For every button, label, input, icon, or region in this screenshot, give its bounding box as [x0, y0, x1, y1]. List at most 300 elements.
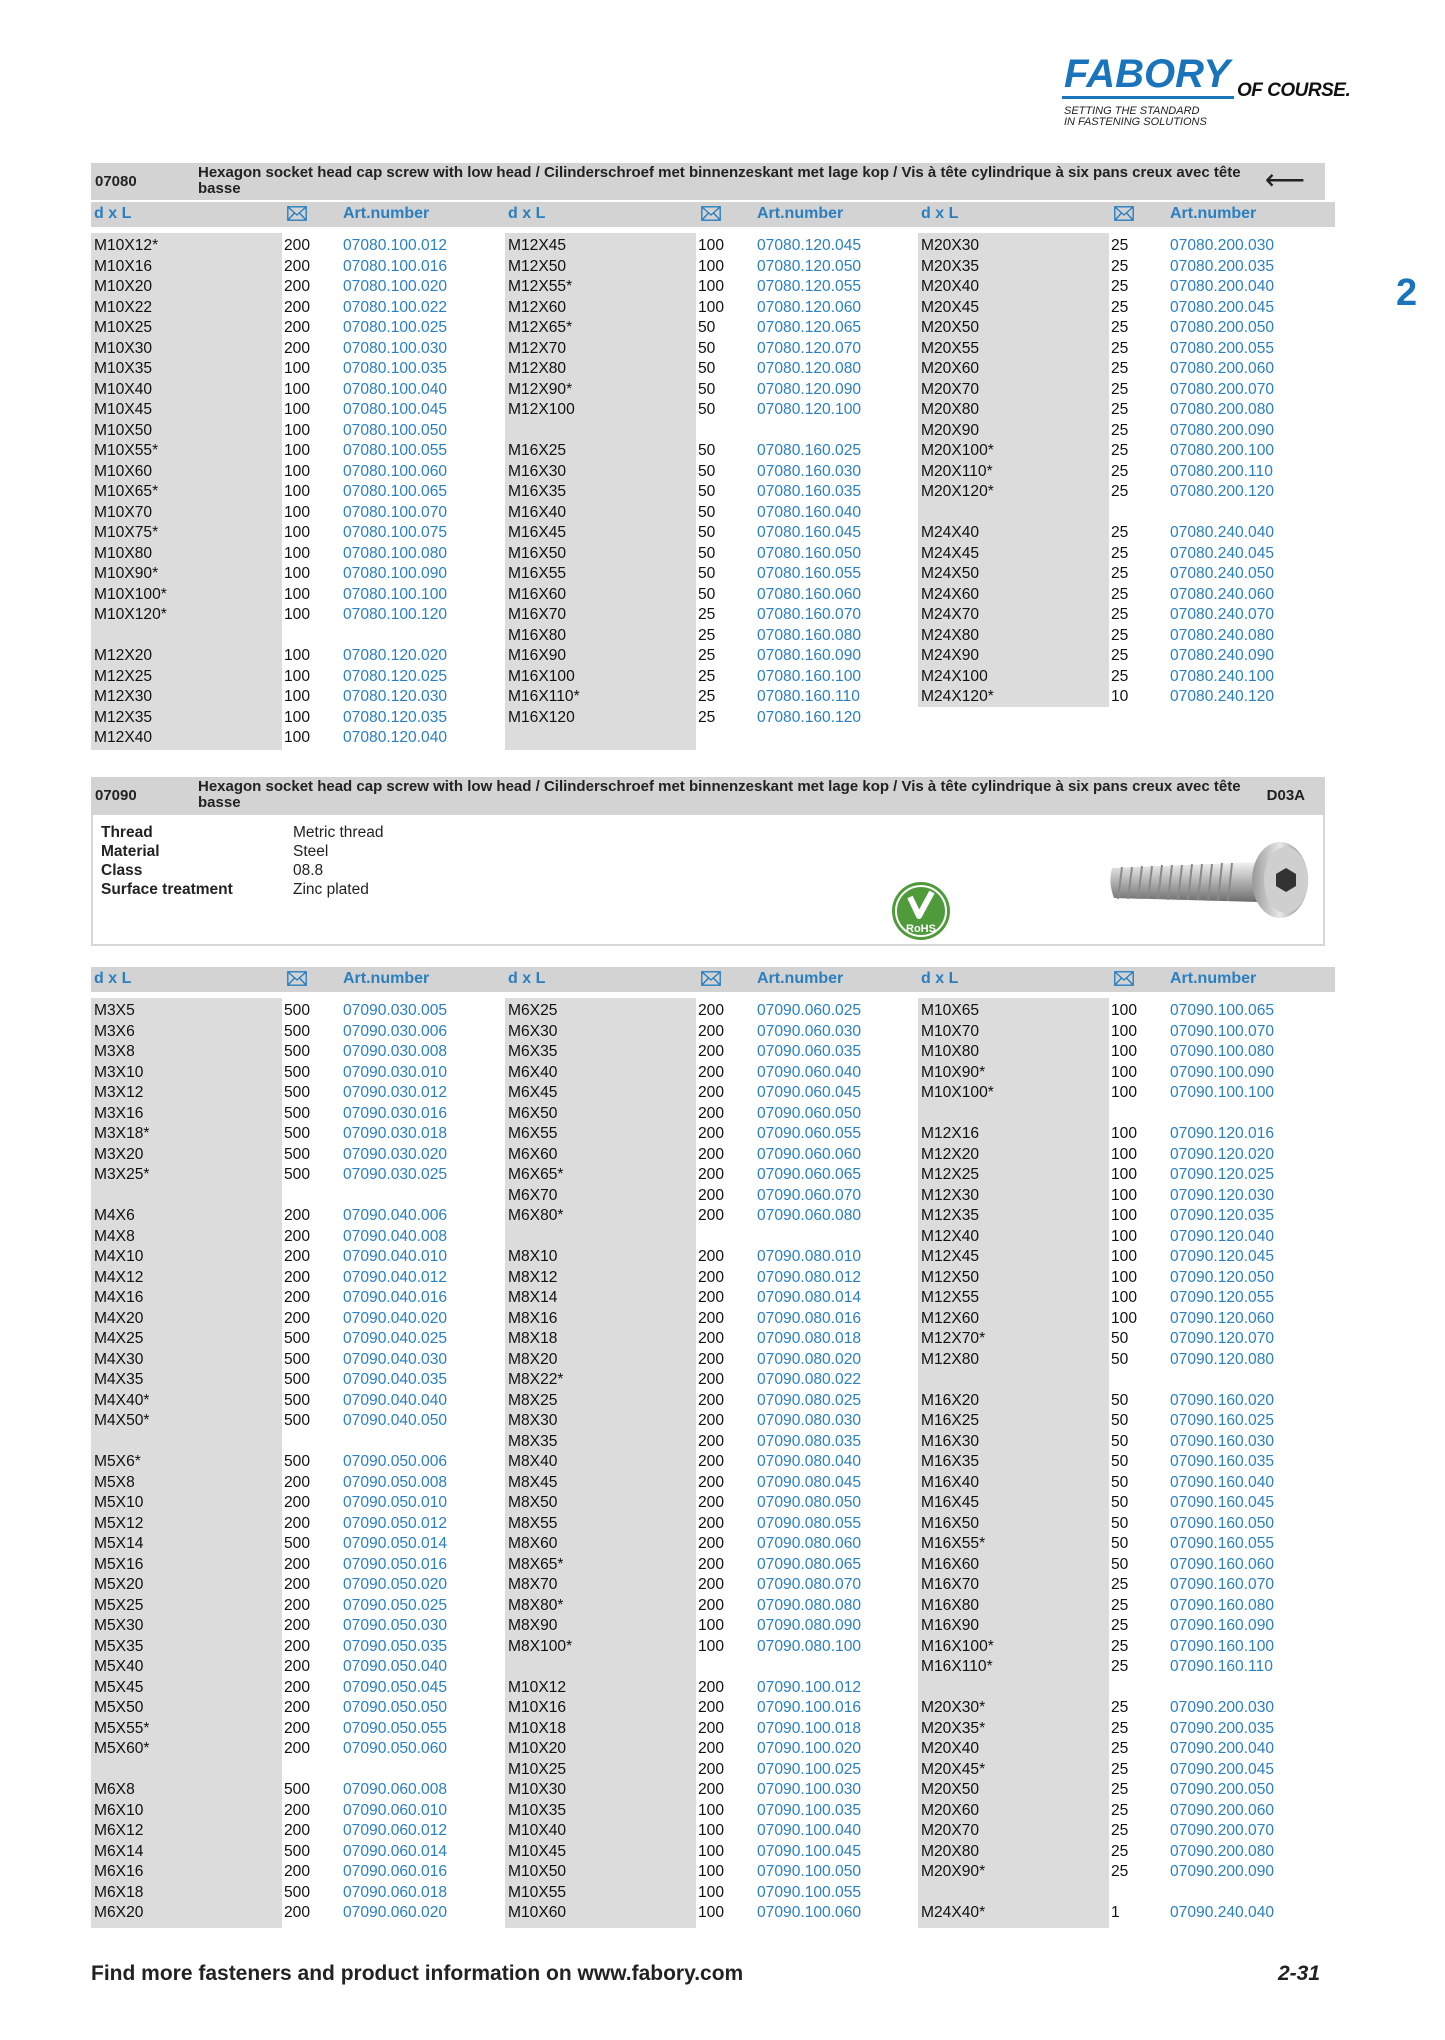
article-number-link[interactable]: 07090.030.018 [343, 1125, 448, 1142]
article-number-link[interactable]: 07090.060.050 [757, 1104, 862, 1122]
article-number-link[interactable]: 07090.080.065 [757, 1555, 862, 1573]
article-number-link[interactable]: 07090.050.006 [343, 1453, 448, 1470]
article-number-link[interactable]: 07080.100.120 [343, 606, 448, 623]
article-number-link[interactable]: 07090.050.050 [343, 1699, 448, 1716]
dimension-cell: M6X55 [508, 1125, 558, 1142]
article-number-link[interactable]: 07090.060.045 [757, 1084, 862, 1101]
article-number-link[interactable]: 07080.240.070 [1170, 606, 1275, 623]
dimension-cell: M16X110* [921, 1658, 993, 1675]
table-row [505, 1001, 915, 1022]
header-art-number: Art.number [343, 970, 430, 987]
quantity-cell: 25 [1111, 442, 1129, 459]
dimension-cell: M24X45 [921, 544, 980, 562]
article-number-link[interactable]: 07080.100.065 [343, 483, 448, 500]
article-number-link[interactable]: 07090.120.035 [1170, 1207, 1275, 1224]
dimension-cell: M16X120 [508, 708, 575, 726]
dimension-cell: M12X30 [94, 688, 153, 705]
article-number-link[interactable]: 07080.200.070 [1170, 380, 1275, 398]
article-number-link[interactable]: 07090.080.025 [757, 1391, 862, 1409]
article-number-link[interactable]: 07080.120.090 [757, 380, 862, 398]
prop-material-value: Steel [293, 843, 329, 860]
article-number-link[interactable]: 07080.160.120 [757, 708, 862, 726]
dimension-cell: M10X90* [921, 1063, 986, 1081]
article-number-link[interactable]: 07090.050.025 [343, 1596, 448, 1614]
article-number-link[interactable]: 07090.030.005 [343, 1002, 448, 1019]
article-number-link[interactable]: 07090.060.008 [343, 1781, 448, 1798]
article-number-link[interactable]: 07090.120.070 [1170, 1330, 1275, 1347]
article-number-link[interactable]: 07090.200.060 [1170, 1801, 1275, 1819]
article-number-link[interactable]: 07080.100.020 [343, 278, 448, 295]
article-number-link[interactable]: 07090.200.030 [1170, 1699, 1275, 1716]
article-number-link[interactable]: 07090.200.080 [1170, 1842, 1275, 1860]
quantity-cell: 200 [284, 1207, 311, 1224]
article-number-link[interactable]: 07090.080.016 [757, 1309, 862, 1327]
article-number-link[interactable]: 07080.120.020 [343, 647, 448, 664]
table-row [91, 1842, 501, 1863]
dimension-cell: M12X35 [921, 1207, 980, 1224]
dimension-cell: M12X70* [921, 1330, 986, 1347]
article-number-link[interactable]: 07090.040.035 [343, 1371, 448, 1388]
article-number-link[interactable]: 07090.040.025 [343, 1330, 448, 1347]
article-number-link[interactable]: 07080.240.050 [1170, 565, 1275, 582]
article-number-link[interactable]: 07080.200.030 [1170, 237, 1275, 254]
article-number-link[interactable]: 07080.240.040 [1170, 524, 1275, 541]
article-number-link[interactable]: 07090.060.060 [757, 1145, 862, 1163]
packaging-quantity-icon [1114, 206, 1134, 221]
article-number-link[interactable]: 07090.160.100 [1170, 1637, 1275, 1655]
table-row [918, 1022, 1328, 1043]
article-number-link[interactable]: 07090.200.045 [1170, 1760, 1275, 1778]
article-number-link[interactable]: 07090.160.050 [1170, 1514, 1275, 1532]
article-number-link[interactable]: 07080.160.090 [757, 647, 862, 664]
article-number-link[interactable]: 07080.160.100 [757, 667, 862, 685]
article-number-link[interactable]: 07080.240.080 [1170, 626, 1275, 644]
quantity-cell: 200 [698, 1084, 725, 1101]
table-row [918, 400, 1328, 421]
article-number-link[interactable]: 07090.120.025 [1170, 1166, 1275, 1183]
article-number-link[interactable]: 07090.120.020 [1170, 1145, 1275, 1163]
article-number-link[interactable]: 07080.100.035 [343, 360, 448, 377]
article-number-link[interactable]: 07090.030.008 [343, 1043, 448, 1060]
dimension-cell: M20X50 [921, 1781, 980, 1798]
article-number-link[interactable]: 07080.100.022 [343, 298, 448, 316]
article-number-link[interactable]: 07090.160.060 [1170, 1555, 1275, 1573]
dimension-cell: M10X16 [94, 257, 153, 275]
article-number-link[interactable]: 07080.160.110 [757, 688, 860, 705]
article-number-link[interactable]: 07090.080.100 [757, 1637, 862, 1655]
article-number-link[interactable]: 07080.100.050 [343, 421, 448, 439]
article-number-link[interactable]: 07090.200.040 [1170, 1740, 1275, 1757]
table-row [91, 1678, 501, 1699]
article-number-link[interactable]: 07090.060.010 [343, 1801, 448, 1819]
article-number-link[interactable]: 07080.200.120 [1170, 483, 1275, 500]
table-row [918, 1145, 1328, 1166]
article-number-link[interactable]: 07090.060.080 [757, 1207, 862, 1224]
header-art-number: Art.number [757, 205, 844, 222]
article-number-link[interactable]: 07090.240.040 [1170, 1904, 1275, 1921]
article-number-link[interactable]: 07090.100.045 [757, 1842, 862, 1860]
article-number-link[interactable]: 07080.120.040 [343, 729, 448, 746]
article-number-link[interactable]: 07080.200.050 [1170, 319, 1275, 336]
article-number-link[interactable]: 07090.080.080 [757, 1596, 862, 1614]
dimension-cell: M6X65* [508, 1166, 564, 1183]
dimension-cell: M20X80 [921, 1842, 980, 1860]
article-number-link[interactable]: 07080.120.055 [757, 278, 862, 295]
article-number-link[interactable]: 07090.050.014 [343, 1535, 448, 1552]
article-number-link[interactable]: 07090.030.016 [343, 1104, 448, 1122]
article-number-link[interactable]: 07090.040.008 [343, 1227, 448, 1245]
article-number-link[interactable]: 07090.160.030 [1170, 1432, 1275, 1450]
dimension-cell: M10X40 [94, 380, 153, 398]
article-number-link[interactable]: 07080.200.080 [1170, 401, 1275, 418]
dimension-cell: M24X100 [921, 667, 988, 685]
article-number-link[interactable]: 07090.050.016 [343, 1555, 448, 1573]
dimension-cell: M8X45 [508, 1473, 558, 1491]
dimension-cell: M20X35 [921, 257, 980, 275]
table-row [918, 564, 1328, 585]
table-row [918, 503, 1328, 524]
table-row [918, 667, 1328, 688]
article-number-link[interactable]: 07090.100.070 [1170, 1022, 1275, 1040]
article-number-link[interactable]: 07090.120.016 [1170, 1125, 1275, 1142]
article-number-link[interactable]: 07090.040.040 [343, 1391, 448, 1409]
article-number-link[interactable]: 07090.030.010 [343, 1063, 448, 1081]
article-number-link[interactable]: 07090.100.018 [757, 1719, 862, 1737]
table-row [918, 277, 1328, 298]
article-number-link[interactable]: 07090.080.022 [757, 1371, 862, 1388]
article-number-link[interactable]: 07080.120.060 [757, 298, 862, 316]
article-number-link[interactable]: 07080.160.040 [757, 503, 862, 521]
article-number-link[interactable]: 07090.080.030 [757, 1412, 862, 1429]
article-number-link[interactable]: 07090.100.016 [757, 1699, 862, 1716]
quantity-cell: 25 [698, 647, 716, 664]
article-number-link[interactable]: 07090.200.035 [1170, 1719, 1275, 1737]
article-number-link[interactable]: 07090.100.080 [1170, 1043, 1275, 1060]
quantity-cell: 100 [1111, 1227, 1138, 1245]
article-number-link[interactable]: 07090.060.020 [343, 1904, 448, 1921]
article-number-link[interactable]: 07080.100.060 [343, 462, 448, 480]
article-number-link[interactable]: 07090.160.045 [1170, 1494, 1275, 1511]
article-number-link[interactable]: 07080.160.080 [757, 626, 862, 644]
article-number-link[interactable]: 07080.100.055 [343, 442, 448, 459]
article-number-link[interactable]: 07090.160.020 [1170, 1391, 1275, 1409]
article-number-link[interactable]: 07080.100.045 [343, 401, 448, 418]
article-number-link[interactable]: 07080.100.012 [343, 237, 448, 254]
article-number-link[interactable]: 07080.240.100 [1170, 667, 1275, 685]
article-number-link[interactable]: 07080.100.070 [343, 503, 448, 521]
article-number-link[interactable]: 07080.120.100 [757, 401, 862, 418]
dimension-cell: M10X55 [508, 1883, 567, 1901]
article-number-link[interactable]: 07090.040.006 [343, 1207, 448, 1224]
article-number-link[interactable]: 07090.030.025 [343, 1166, 448, 1183]
article-number-link[interactable]: 07090.060.070 [757, 1186, 862, 1204]
table-row [918, 298, 1328, 319]
article-number-link[interactable]: 07090.040.050 [343, 1412, 448, 1429]
quantity-cell: 25 [1111, 1760, 1129, 1778]
article-number-link[interactable]: 07090.080.014 [757, 1289, 862, 1306]
article-number-link[interactable]: 07080.240.120 [1170, 688, 1275, 705]
article-number-link[interactable]: 07080.160.030 [757, 462, 862, 480]
article-number-link[interactable]: 07080.100.025 [343, 319, 448, 336]
article-number-link[interactable]: 07090.100.035 [757, 1801, 862, 1819]
article-number-link[interactable]: 07090.080.020 [757, 1350, 862, 1368]
article-number-link[interactable]: 07080.120.070 [757, 339, 862, 357]
back-arrow-icon[interactable]: ⟵ [1264, 164, 1305, 195]
article-number-link[interactable]: 07080.160.060 [757, 585, 862, 603]
dimension-cell: M10X30 [94, 339, 153, 357]
quantity-cell: 50 [1111, 1555, 1129, 1573]
column-header [918, 967, 1335, 992]
table-row [505, 1247, 915, 1268]
article-number-link[interactable]: 07090.120.050 [1170, 1268, 1275, 1286]
header-dxl: d x L [508, 970, 546, 987]
article-number-link[interactable]: 07090.120.080 [1170, 1350, 1275, 1368]
table-row [918, 1575, 1328, 1596]
article-number-link[interactable]: 07080.120.050 [757, 257, 862, 275]
dimension-cell: M12X100 [508, 401, 575, 418]
article-number-link[interactable]: 07090.060.014 [343, 1842, 448, 1860]
quantity-cell: 100 [1111, 1084, 1138, 1101]
article-number-link[interactable]: 07080.100.090 [343, 565, 448, 582]
quantity-cell: 200 [284, 339, 311, 357]
dimension-cell: M12X40 [94, 729, 153, 746]
article-number-link[interactable]: 07090.160.110 [1170, 1658, 1273, 1675]
article-number-link[interactable]: 07090.080.018 [757, 1330, 862, 1347]
article-number-link[interactable]: 07090.100.060 [757, 1904, 862, 1921]
article-number-link[interactable]: 07090.080.070 [757, 1576, 862, 1593]
article-number-link[interactable]: 07090.100.050 [757, 1863, 862, 1880]
prop-thread-label: Thread [101, 824, 153, 841]
article-number-link[interactable]: 07090.120.040 [1170, 1227, 1275, 1245]
table-row [505, 1883, 915, 1904]
prop-surface-value: Zinc plated [293, 881, 369, 898]
article-number-link[interactable]: 07080.100.030 [343, 339, 448, 357]
article-number-link[interactable]: 07080.160.070 [757, 606, 862, 623]
dimension-cell: M6X12 [94, 1822, 144, 1839]
quantity-cell: 500 [284, 1371, 311, 1388]
article-number-link[interactable]: 07080.160.050 [757, 544, 862, 562]
table-row [91, 1042, 501, 1063]
table-row [91, 1022, 501, 1043]
table-row [91, 1616, 501, 1637]
article-number-link[interactable]: 07080.240.045 [1170, 544, 1275, 562]
article-number-link[interactable]: 07090.050.008 [343, 1473, 448, 1491]
table-row [918, 1432, 1328, 1453]
article-number-link[interactable]: 07080.200.090 [1170, 421, 1275, 439]
table-row [505, 1534, 915, 1555]
article-number-link[interactable]: 07080.100.080 [343, 544, 448, 562]
article-number-link[interactable]: 07090.080.045 [757, 1473, 862, 1491]
article-number-link[interactable]: 07090.060.016 [343, 1863, 448, 1880]
article-number-link[interactable]: 07090.100.025 [757, 1760, 862, 1778]
table-row [918, 1534, 1328, 1555]
article-number-link[interactable]: 07090.160.090 [1170, 1617, 1275, 1634]
article-number-link[interactable]: 07090.200.050 [1170, 1781, 1275, 1798]
quantity-cell: 200 [284, 1473, 311, 1491]
dimension-cell: M4X10 [94, 1248, 144, 1265]
article-number-link[interactable]: 07080.200.045 [1170, 298, 1275, 316]
table-row [505, 1350, 915, 1371]
article-number-link[interactable]: 07080.240.090 [1170, 647, 1275, 664]
article-number-link[interactable]: 07090.060.040 [757, 1063, 862, 1081]
article-number-link[interactable]: 07090.050.060 [343, 1740, 448, 1757]
table-row [505, 359, 915, 380]
table-row [91, 1001, 501, 1022]
article-number-link[interactable]: 07090.100.065 [1170, 1002, 1275, 1019]
dimension-cell: M20X110* [921, 462, 993, 480]
article-number-link[interactable]: 07090.200.090 [1170, 1863, 1275, 1880]
article-number-link[interactable]: 07090.080.050 [757, 1494, 862, 1511]
article-number-link[interactable]: 07080.160.045 [757, 524, 862, 541]
article-number-link[interactable]: 07090.100.055 [757, 1883, 862, 1901]
table-column [505, 1001, 915, 1924]
dimension-cell: M10X100* [921, 1084, 994, 1101]
article-number-link[interactable]: 07080.200.060 [1170, 360, 1275, 377]
table-row [91, 277, 501, 298]
article-number-link[interactable]: 07090.160.035 [1170, 1453, 1275, 1470]
article-number-link[interactable]: 07090.160.040 [1170, 1473, 1275, 1491]
article-number-link[interactable]: 07090.060.030 [757, 1022, 862, 1040]
article-number-link[interactable]: 07090.050.040 [343, 1658, 448, 1675]
dimension-cell: M4X30 [94, 1350, 144, 1368]
article-number-link[interactable]: 07090.100.040 [757, 1822, 862, 1839]
quantity-cell: 200 [284, 1699, 311, 1716]
article-number-link[interactable]: 07090.040.010 [343, 1248, 448, 1265]
article-number-link[interactable]: 07090.050.012 [343, 1514, 448, 1532]
table-row [918, 257, 1328, 278]
dimension-cell: M10X120* [94, 606, 167, 623]
quantity-cell: 100 [698, 1801, 725, 1819]
quantity-cell: 200 [284, 1637, 311, 1655]
article-number-link[interactable]: 07090.030.006 [343, 1022, 448, 1040]
article-number-link[interactable]: 07080.200.035 [1170, 257, 1275, 275]
article-number-link[interactable]: 07090.060.025 [757, 1002, 862, 1019]
article-number-link[interactable]: 07090.120.030 [1170, 1186, 1275, 1204]
article-number-link[interactable]: 07090.050.045 [343, 1678, 448, 1696]
table-row [91, 1083, 501, 1104]
quantity-cell: 100 [698, 278, 725, 295]
article-number-link[interactable]: 07080.120.035 [343, 708, 448, 726]
article-number-link[interactable]: 07080.160.025 [757, 442, 862, 459]
article-number-link[interactable]: 07090.100.100 [1170, 1084, 1275, 1101]
article-number-link[interactable]: 07080.120.025 [343, 667, 448, 685]
dimension-cell: M16X110* [508, 688, 580, 705]
quantity-cell: 25 [1111, 380, 1129, 398]
table-row [91, 1821, 501, 1842]
article-number-link[interactable]: 07090.060.012 [343, 1822, 448, 1839]
article-number-link[interactable]: 07080.120.045 [757, 237, 862, 254]
article-number-link[interactable]: 07090.100.030 [757, 1781, 862, 1798]
article-number-link[interactable]: 07090.080.060 [757, 1535, 862, 1552]
article-number-link[interactable]: 07080.120.080 [757, 360, 862, 377]
article-number-link[interactable]: 07090.060.018 [343, 1883, 448, 1901]
article-number-link[interactable]: 07090.040.016 [343, 1289, 448, 1306]
article-number-link[interactable]: 07080.120.065 [757, 319, 862, 336]
table-row [918, 1042, 1328, 1063]
article-number-link[interactable]: 07090.040.030 [343, 1350, 448, 1368]
article-number-link[interactable]: 07090.040.012 [343, 1268, 448, 1286]
article-number-link[interactable]: 07080.100.100 [343, 585, 448, 603]
article-number-link[interactable]: 07090.080.055 [757, 1514, 862, 1532]
article-number-link[interactable]: 07090.060.035 [757, 1043, 862, 1060]
table-row [91, 1657, 501, 1678]
article-number-link[interactable]: 07090.160.055 [1170, 1535, 1275, 1552]
quantity-cell: 100 [1111, 1125, 1138, 1142]
article-number-link[interactable]: 07080.100.040 [343, 380, 448, 398]
article-number-link[interactable]: 07080.200.100 [1170, 442, 1275, 459]
article-number-link[interactable]: 07090.160.025 [1170, 1412, 1275, 1429]
article-number-link[interactable]: 07090.100.090 [1170, 1063, 1275, 1081]
article-number-link[interactable]: 07090.030.012 [343, 1084, 448, 1101]
article-number-link[interactable]: 07090.060.065 [757, 1166, 862, 1183]
article-number-link[interactable]: 07090.080.010 [757, 1248, 862, 1265]
table-row [505, 1903, 915, 1924]
quantity-cell: 200 [698, 1043, 725, 1060]
article-number-link[interactable]: 07080.240.060 [1170, 585, 1275, 603]
quantity-cell: 100 [284, 401, 311, 418]
quantity-cell: 200 [698, 1207, 725, 1224]
article-number-link[interactable]: 07090.080.035 [757, 1432, 862, 1450]
article-number-link[interactable]: 07090.050.030 [343, 1617, 448, 1634]
article-number-link[interactable]: 07090.120.060 [1170, 1309, 1275, 1327]
table-row [91, 298, 501, 319]
quantity-cell: 200 [698, 1166, 725, 1183]
dimension-cell: M6X25 [508, 1002, 558, 1019]
article-number-link[interactable]: 07090.040.020 [343, 1309, 448, 1327]
article-number-link[interactable]: 07080.100.075 [343, 524, 448, 541]
article-number-link[interactable]: 07090.030.020 [343, 1145, 448, 1163]
quantity-cell: 50 [698, 319, 716, 336]
dimension-cell: M20X40 [921, 1740, 980, 1757]
quantity-cell: 200 [698, 1719, 725, 1737]
article-number-link[interactable]: 07080.200.040 [1170, 278, 1275, 295]
article-number-link[interactable]: 07090.050.020 [343, 1576, 448, 1593]
article-number-link[interactable]: 07090.080.012 [757, 1268, 862, 1286]
quantity-cell: 500 [284, 1391, 311, 1409]
dimension-cell: M12X20 [921, 1145, 980, 1163]
article-number-link[interactable]: 07090.050.010 [343, 1494, 448, 1511]
article-number-link[interactable]: 07090.060.055 [757, 1125, 862, 1142]
article-number-link[interactable]: 07080.200.110 [1170, 462, 1273, 480]
header-dxl: d x L [921, 970, 959, 987]
dimension-cell: M12X50 [508, 257, 567, 275]
table-row [918, 236, 1328, 257]
article-number-link[interactable]: 07090.100.020 [757, 1740, 862, 1757]
brand-slogan: OF COURSE. [1237, 80, 1351, 101]
article-number-link[interactable]: 07090.160.070 [1170, 1576, 1275, 1593]
section-ref: D03A [1266, 787, 1305, 804]
article-number-link[interactable]: 07090.050.055 [343, 1719, 448, 1737]
article-number-link[interactable]: 07080.160.035 [757, 483, 862, 500]
article-number-link[interactable]: 07090.120.045 [1170, 1248, 1275, 1265]
article-number-link[interactable]: 07080.100.016 [343, 257, 448, 275]
table-row [91, 564, 501, 585]
article-number-link[interactable]: 07090.120.055 [1170, 1289, 1275, 1306]
dimension-cell: M24X90 [921, 647, 980, 664]
article-number-link[interactable]: 07090.200.070 [1170, 1822, 1275, 1839]
dimension-cell: M3X16 [94, 1104, 144, 1122]
article-number-link[interactable]: 07090.050.035 [343, 1637, 448, 1655]
dimension-cell: M16X45 [921, 1494, 980, 1511]
article-number-link[interactable]: 07080.160.055 [757, 565, 862, 582]
article-number-link[interactable]: 07080.200.055 [1170, 339, 1275, 357]
article-number-link[interactable]: 07090.080.090 [757, 1617, 862, 1634]
article-number-link[interactable]: 07080.120.030 [343, 688, 448, 705]
article-number-link[interactable]: 07090.080.040 [757, 1453, 862, 1470]
dimension-cell: M16X100 [508, 667, 575, 685]
article-number-link[interactable]: 07090.100.012 [757, 1678, 862, 1696]
article-number-link[interactable]: 07090.160.080 [1170, 1596, 1275, 1614]
